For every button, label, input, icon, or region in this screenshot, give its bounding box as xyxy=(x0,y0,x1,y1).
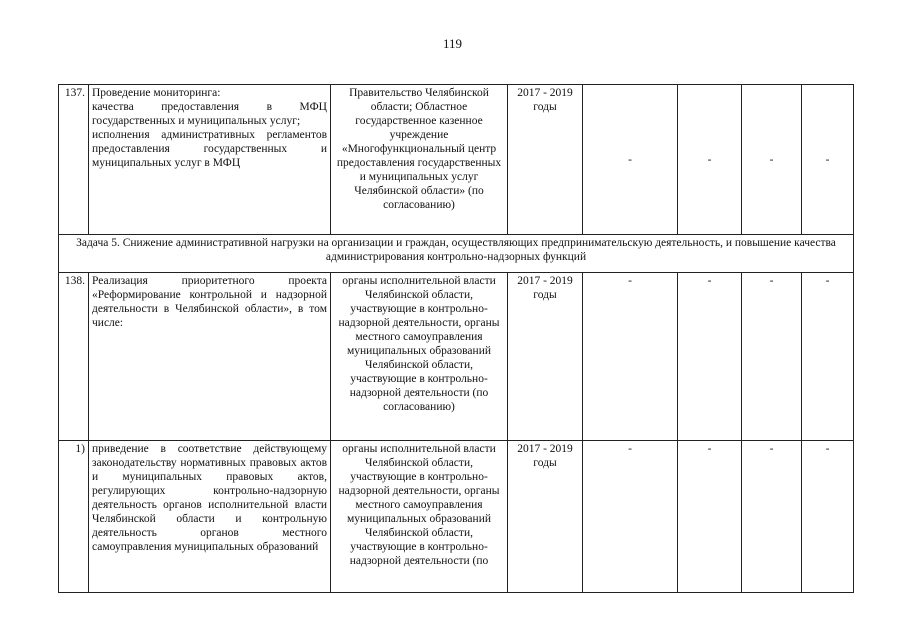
page-number: 119 xyxy=(442,36,463,51)
value-cell: - xyxy=(802,273,854,441)
measures-table xyxy=(58,84,854,593)
activity-line: Реализация приоритетного проекта «Реформирование контрольной и надзорной деятельности в Челябинской области», в том числе: xyxy=(92,275,327,329)
row-number: 1) xyxy=(59,441,89,593)
activity-cell xyxy=(89,85,331,235)
value-cell: - xyxy=(583,273,678,441)
activity-line: Проведение мониторинга: xyxy=(92,87,221,99)
period-cell: 2017 - 2019 годы xyxy=(508,85,583,235)
period-cell: 2017 - 2019 годы xyxy=(508,273,583,441)
table-row-137 xyxy=(59,85,854,235)
value-cell: - xyxy=(678,85,742,235)
row-number: 138. xyxy=(59,273,89,441)
task-row xyxy=(59,235,854,273)
executor-text: органы исполнительной власти Челябинской области, участвующие в контрольно-надзорной деятельности, органы местного самоуправления муниципальных образований Челябинской области, участвующие в контрольно-надзорной деятельности (по xyxy=(338,443,500,567)
value-cell: - xyxy=(802,85,854,235)
value-cell: - xyxy=(742,85,802,235)
value-cell: - xyxy=(742,273,802,441)
row-number: 137. xyxy=(59,85,89,235)
executor-cell: Правительство Челябинской области; Областное государственное казенное учреждение «Многофункциональный центр предоставления государственных и муниципальных услуг Челябинской области» (по согласованию) xyxy=(331,85,508,235)
executor-cell: органы исполнительной власти Челябинской области, участвующие в контрольно-надзорной деятельности, органы местного самоуправления муниципальных образований Челябинской области, участвующие в контрольно-надзорной деятельности (по согласованию) xyxy=(331,273,508,441)
activity-line: приведение в соответствие действующему законодательству нормативных правовых актов и муниципальных правовых актов, регулирующих контрольно-надзорную деятельность органов исполнительной власти Челябинской области и контрольную деятельность органов местного самоуправления муниципальных образований xyxy=(92,443,327,553)
table-row-1 xyxy=(59,441,854,593)
value-cell: - xyxy=(583,441,678,593)
value-cell: - xyxy=(678,441,742,593)
value-cell: - xyxy=(583,85,678,235)
value-cell: - xyxy=(678,273,742,441)
activity-line: качества предоставления в МФЦ государственных и муниципальных услуг; xyxy=(92,101,327,127)
activity-cell xyxy=(89,441,331,593)
activity-cell xyxy=(89,273,331,441)
value-cell: - xyxy=(742,441,802,593)
table-row-138 xyxy=(59,273,854,441)
activity-line: исполнения административных регламентов предоставления государственных и муниципальных услуг в МФЦ xyxy=(92,129,327,169)
task-heading: Задача 5. Снижение административной нагрузки на организации и граждан, осуществляющих предпринимательскую деятельность, и повышение качества администрирования контрольно-надзорных функций xyxy=(59,235,854,273)
executor-cell xyxy=(331,441,508,593)
period-cell: 2017 - 2019 годы xyxy=(508,441,583,593)
value-cell: - xyxy=(802,441,854,593)
